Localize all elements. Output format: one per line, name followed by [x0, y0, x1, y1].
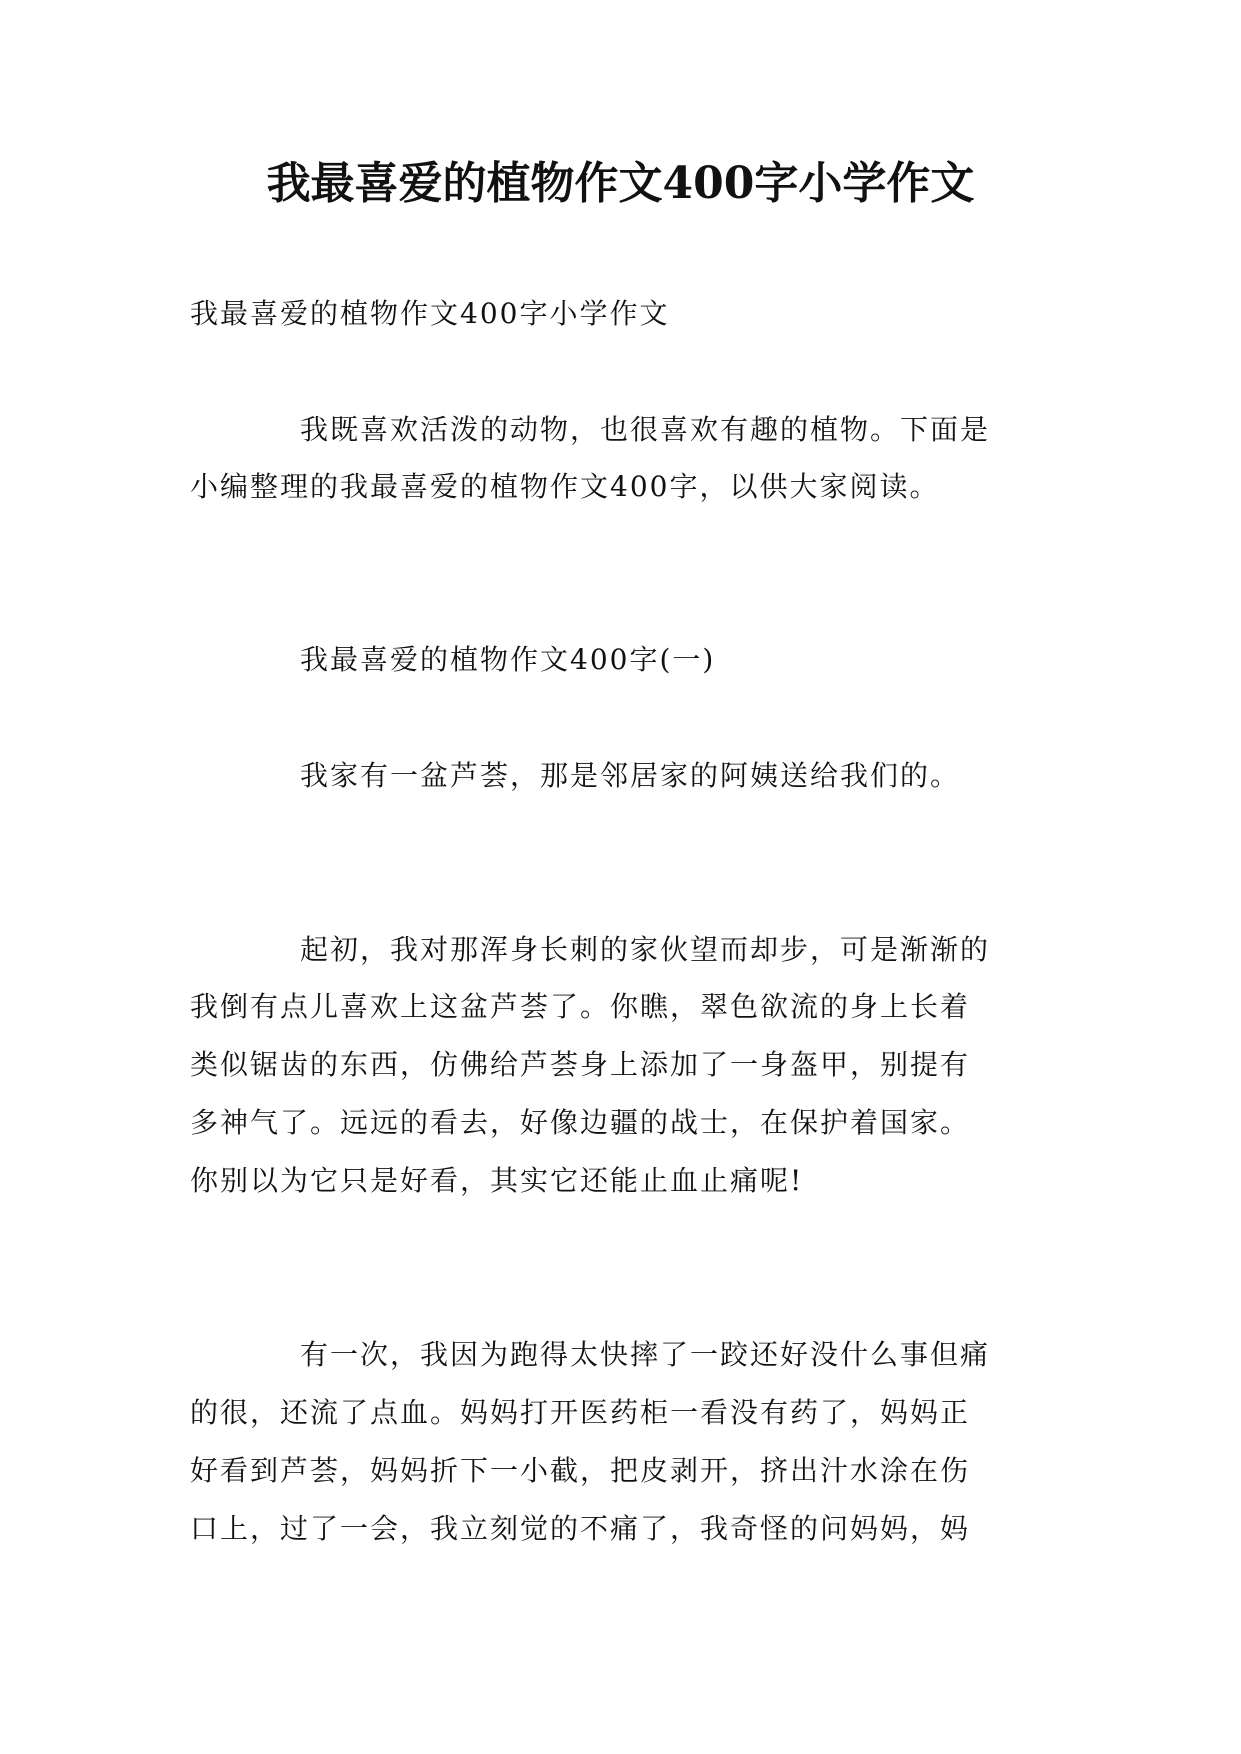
paragraph-line: 小编整理的我最喜爱的植物作文400字，以供大家阅读。	[190, 470, 940, 503]
paragraph-line: 我家有一盆芦荟，那是邻居家的阿姨送给我们的。	[300, 759, 961, 792]
paragraph-line: 我既喜欢活泼的动物，也很喜欢有趣的植物。下面是	[300, 413, 991, 446]
paragraph-line: 有一次，我因为跑得太快摔了一跤还好没什么事但痛	[300, 1338, 991, 1371]
paragraph-line: 口上，过了一会，我立刻觉的不痛了，我奇怪的问妈妈，妈	[190, 1512, 971, 1545]
paragraph-line: 我倒有点儿喜欢上这盆芦荟了。你瞧，翠色欲流的身上长着	[190, 990, 971, 1023]
paragraph-line: 起初，我对那浑身长刺的家伙望而却步，可是渐渐的	[300, 933, 991, 966]
paragraph-line: 类似锯齿的东西，仿佛给芦荟身上添加了一身盔甲，别提有	[190, 1048, 971, 1081]
subtitle-line: 我最喜爱的植物作文400字小学作文	[190, 297, 670, 330]
paragraph-line: 你别以为它只是好看，其实它还能止血止痛呢!	[190, 1164, 804, 1197]
document-title: 我最喜爱的植物作文400字小学作文	[266, 158, 975, 209]
paragraph-line: 的很，还流了点血。妈妈打开医药柜一看没有药了，妈妈正	[190, 1396, 971, 1429]
paragraph-line: 多神气了。远远的看去，好像边疆的战士，在保护着国家。	[190, 1106, 971, 1139]
paragraph-line: 好看到芦荟，妈妈折下一小截，把皮剥开，挤出汁水涂在伤	[190, 1454, 971, 1487]
section-heading: 我最喜爱的植物作文400字(一)	[300, 643, 716, 676]
